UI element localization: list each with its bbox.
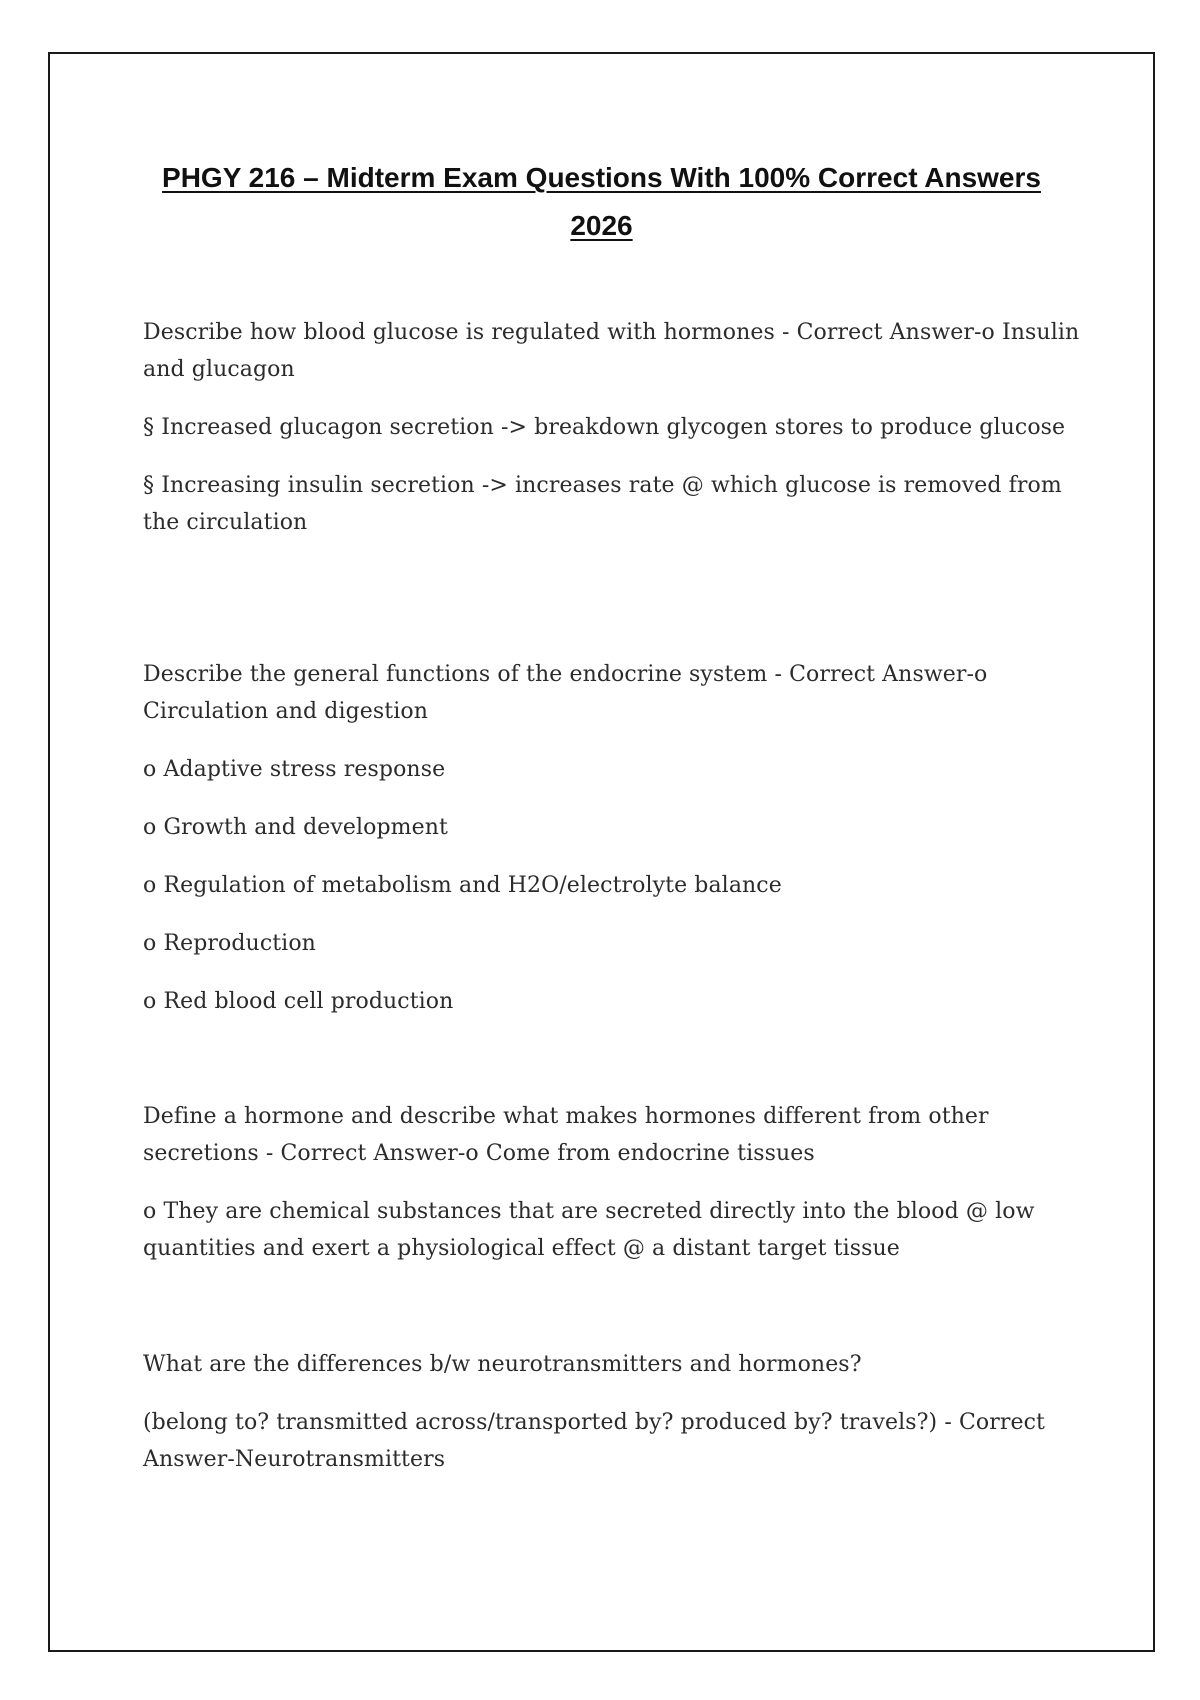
answer-bullet: o Adaptive stress response	[143, 757, 446, 782]
qa-section-neurotransmitters-vs-hormones	[143, 1346, 1103, 1478]
question-paragraph: Define a hormone and describe what makes hormones different from other secretions - Correct Answer-o Come from endocrine tissues	[143, 1104, 989, 1166]
answer-bullet: o Regulation of metabolism and H2O/electrolyte balance	[143, 873, 782, 898]
question-paragraph: (belong to? transmitted across/transported by? produced by? travels?) - Correct Answer-Neurotransmitters	[143, 1410, 1045, 1472]
answer-bullet: o Red blood cell production	[143, 989, 454, 1014]
answer-bullet: o Growth and development	[143, 815, 448, 840]
question-paragraph: Describe the general functions of the endocrine system - Correct Answer-o Circulation and digestion	[143, 662, 988, 724]
document-title	[150, 154, 1053, 250]
question-paragraph: What are the differences b/w neurotransmitters and hormones?	[143, 1352, 862, 1377]
qa-section-blood-glucose	[143, 314, 1103, 541]
page-border	[48, 52, 1155, 1652]
qa-section-hormone-definition	[143, 1098, 1103, 1267]
answer-bullet: § Increased glucagon secretion -> breakdown glycogen stores to produce glucose	[143, 415, 1066, 440]
answer-bullet: o Reproduction	[143, 931, 316, 956]
title-line-1: PHGY 216 – Midterm Exam Questions With 100% Correct Answers	[162, 162, 1041, 193]
answer-bullet: § Increasing insulin secretion -> increases rate @ which glucose is removed from the circulation	[143, 473, 1062, 535]
question-paragraph: Describe how blood glucose is regulated with hormones - Correct Answer-o Insulin and glucagon	[143, 320, 1080, 382]
qa-section-endocrine-functions	[143, 656, 1103, 1020]
answer-bullet: o They are chemical substances that are secreted directly into the blood @ low quantities and exert a physiological effect @ a distant target tissue	[143, 1199, 1035, 1261]
title-line-2: 2026	[570, 210, 633, 241]
